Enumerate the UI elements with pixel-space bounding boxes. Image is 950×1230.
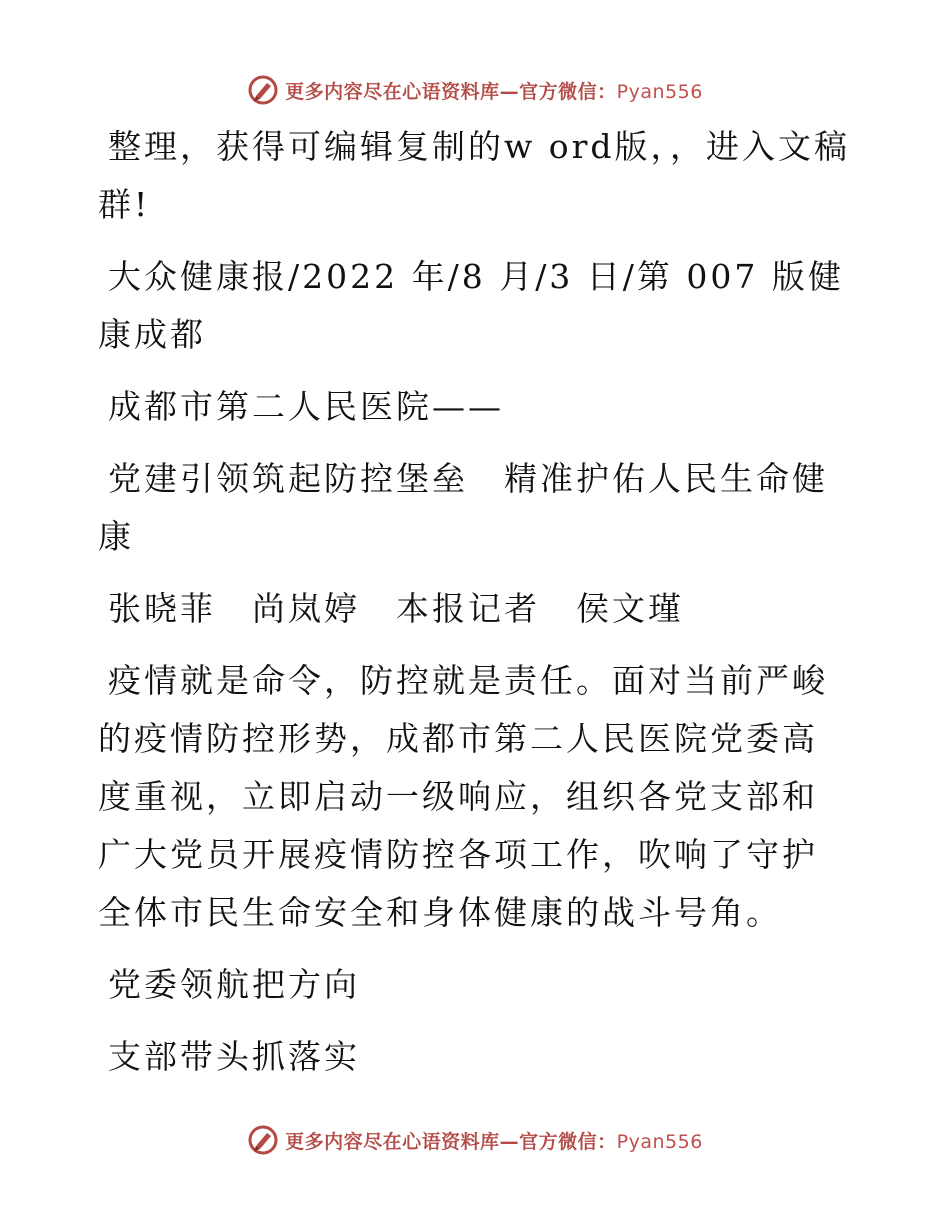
hospital-name: 成都市第二人民医院—— xyxy=(108,387,504,426)
watermark-text: 更多内容尽在心语资料库—官方微信：Pyan556 xyxy=(285,80,703,103)
pen-seal-icon xyxy=(247,1124,279,1156)
document-body xyxy=(98,118,850,1100)
pen-seal-icon xyxy=(247,74,279,106)
publication-info: 大众健康报/2022 年/8 月/3 日/第 007 版健康成都 xyxy=(98,257,844,354)
section-heading: 支部带头抓落实 xyxy=(108,1037,360,1076)
intro-note: 整理，获得可编辑复制的w ord版，，进入文稿群! xyxy=(98,127,851,224)
article-authors: 张晓菲 尚岚婷 本报记者 侯文瑾 xyxy=(108,589,684,628)
watermark-text: 更多内容尽在心语资料库—官方微信：Pyan556 xyxy=(285,1130,703,1153)
section-heading: 党委领航把方向 xyxy=(108,965,360,1004)
watermark-footer xyxy=(0,1120,950,1160)
wechat-id: Pyan556 xyxy=(616,80,703,103)
body-paragraph: 疫情就是命令，防控就是责任。面对当前严峻的疫情防控形势，成都市第二人民医院党委高度重视，立即启动一级响应，组织各党支部和广大党员开展疫情防控各项工作，吹响了守护全体市民生命安全和身体健康的战斗号角。 xyxy=(98,661,828,932)
wechat-id: Pyan556 xyxy=(616,1130,703,1153)
article-title: 党建引领筑起防控堡垒 精准护佑人民生命健康 xyxy=(98,459,828,556)
watermark-header xyxy=(0,70,950,110)
